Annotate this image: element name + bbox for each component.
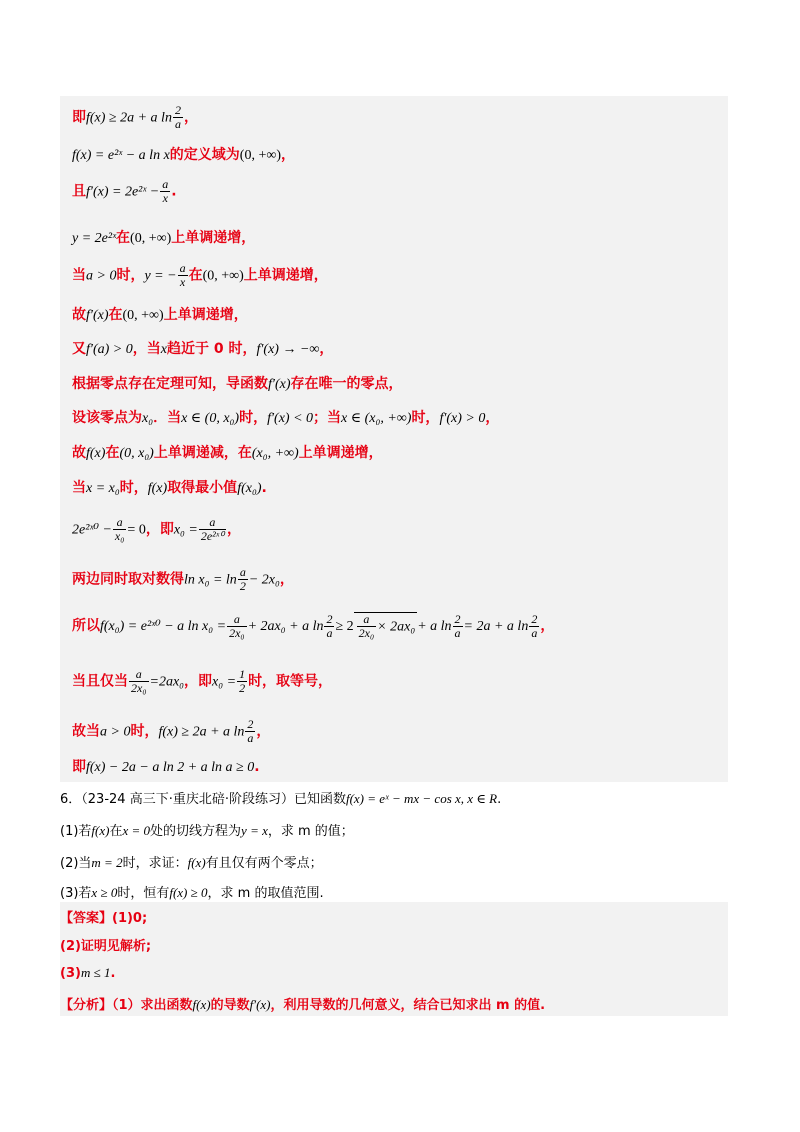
solution-line-2: f(x) = e²ˣ − a ln x的定义域为(0, +∞)， <box>72 147 295 163</box>
solution-line-5: 当a > 0时，y = − $\frac{a}{x}$ 在(0, +∞)上单调递增， <box>72 261 328 289</box>
answer-1: 【答案】(1)0; <box>60 911 148 926</box>
solution-line-11: 当x = x₀时，f(x)取得最小值f(x₀). <box>72 480 267 496</box>
solution-line-6: 故f′(x)在(0, +∞)上单调递增， <box>72 307 248 323</box>
solution-line-12: 2e²ˣ⁰ − $\frac{a}{\text{x₀}}$ = 0，即x₀ = $\frac{a}{\text{2e²ˣ⁰}}$ ， <box>72 515 241 543</box>
solution-line-10: 故f(x)在(0, x₀)上单调递减，在(x₀, +∞)上单调递增， <box>72 445 383 461</box>
question-3: (3)若x ≥ 0时，恒有f(x) ≥ 0，求 m 的取值范围. <box>60 885 324 901</box>
solution-line-14: 所以f(x₀) = e²ˣ⁰ − a ln x₀ = $\frac{a}{\text{2x₀}}$ + 2ax₀ + a ln $\frac{2}{a}$ ≥ 2 $\frac{a}{\text{2x₀}}$ × 2ax₀ + a ln $\frac{2}{a}$ = 2a + a ln $\frac{2}{a}$ ， <box>72 611 555 640</box>
question-2: (2)当m = 2时，求证：f(x)有且仅有两个零点； <box>60 855 323 871</box>
solution-line-3: 且f′(x) = 2e²ˣ − $\frac{a}{x}$ . <box>72 177 177 205</box>
solution-line-1: 即f(x) ≥ 2a + a ln $\frac{2}{a}$ ， <box>72 103 198 131</box>
answer-3: (3)m ≤ 1. <box>60 965 116 981</box>
question-1: (1)若f(x)在x = 0处的切线方程为y = x，求 m 的值； <box>60 823 354 839</box>
solution-line-4: y = 2e²ˣ在(0, +∞)上单调递增， <box>72 230 256 246</box>
solution-line-9: 设该零点为x₀．当x ∈ (0, x₀)时，f′(x) < 0；当x ∈ (x₀, +∞)时，f′(x) > 0， <box>72 410 500 426</box>
solution-line-15: 当且仅当 $\frac{a}{\text{2x₀}}$ =2ax₀，即x₀ = $\frac{1}{2}$ 时，取等号， <box>72 667 333 695</box>
solution-line-16: 故当a > 0时，f(x) ≥ 2a + a ln $\frac{2}{a}$ ， <box>72 717 271 745</box>
sqrt-expression: $\frac{a}{\text{2x₀}}$ × 2ax₀ <box>354 612 418 640</box>
analysis: 【分析】（1）求出函数f(x)的导数f′(x)，利用导数的几何意义，结合已知求出 m 的值. <box>60 997 546 1013</box>
solution-line-13: 两边同时取对数得ln x₀ = ln $\frac{a}{2}$ − 2x₀， <box>72 565 294 593</box>
solution-line-7: 又f′(a) > 0，当x趋近于 0 时，f′(x) → −∞， <box>72 341 334 357</box>
solution-line-8: 根据零点存在定理可知，导函数f′(x)存在唯一的零点， <box>72 376 403 392</box>
solution-line-17: 即f(x) − 2a − a ln 2 + a ln a ≥ 0. <box>72 759 260 775</box>
problem-statement: 6．（23-24 高三下·重庆北碚·阶段练习）已知函数f(x) = eˣ − mx − cos x, x ∈ R. <box>60 791 502 807</box>
answer-2: (2)证明见解析; <box>60 939 152 954</box>
